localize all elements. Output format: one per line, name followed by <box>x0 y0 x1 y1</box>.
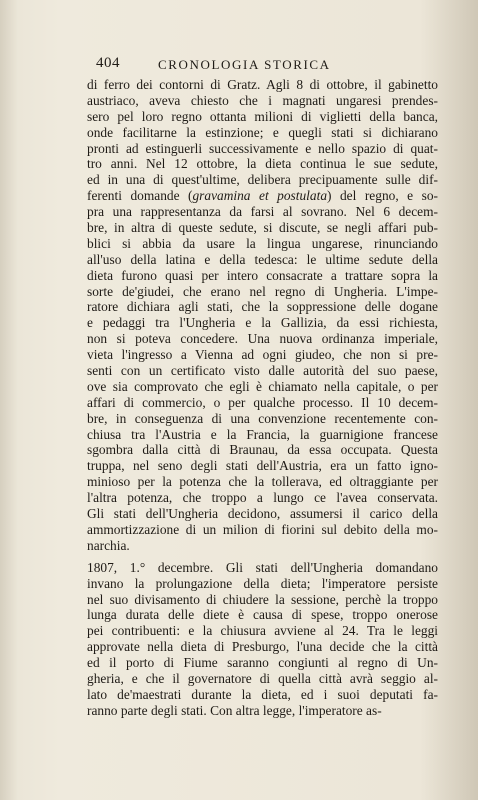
text-line: pei contribuenti: e la chiusura avviene al 24. Tra le leggi <box>87 623 438 639</box>
text-line: ratore dichiara agli stati, che la soppressione delle dogane <box>87 299 438 315</box>
text-line: ove sia comprovato che egli è chiamato nella capitale, o per <box>87 378 438 394</box>
running-head: CRONOLOGIA STORICA <box>158 57 331 72</box>
text-line: senti con un certificato visto dalle autorità del suo paese, <box>87 363 438 379</box>
text-line: e pedaggi tra l'Ungheria e la Gallizia, da essi richiesta, <box>87 315 438 331</box>
paragraph-2 <box>87 560 438 719</box>
text-line: ammortizzazione di un milion di fiorini sul debito della mo- <box>87 521 438 537</box>
text-line: chiusa tra l'Austria e la Francia, la guarnigione francese <box>87 426 438 442</box>
text-line: pra una rappresentanza da farsi al sovrano. Nel 6 decem- <box>87 204 438 220</box>
text-line: l'altra potenza, che troppo a lungo ce l'avea conservata. <box>87 490 438 506</box>
text-line: austriaco, aveva chiesto che i magnati ungaresi prendes- <box>87 92 438 108</box>
text-line: ranno parte degli stati. Con altra legge, l'imperatore as- <box>87 702 382 718</box>
text-line: truppa, nel seno degli stati dell'Austria, era un fatto igno- <box>87 458 438 474</box>
text-line: vieta l'ingresso a Vienna ad ogni giudeo, che non si pre- <box>87 347 438 363</box>
text-line: lato de'maestrati durante la dieta, ed i suoi deputati fa- <box>87 686 438 702</box>
text-line: ed in una di quest'ultime, delibera precipuamente sulle dif- <box>87 172 438 188</box>
text-line: all'uso della latina e della tedesca: le ultime sedute della <box>87 251 438 267</box>
page-header <box>96 55 436 77</box>
text-line: invano la prolungazione della dieta; l'imperatore persiste <box>87 575 438 591</box>
text-line: nel suo divisamento di chiudere la sessione, perchè la troppo <box>87 591 438 607</box>
text-line: bre, in altra di queste sedute, si discute, se negli affari pub- <box>87 220 438 236</box>
text-line: tro anni. Nel 12 ottobre, la dieta continua le sue sedute, <box>87 156 438 172</box>
text-line: approvate nella dieta di Presburgo, l'una decide che la città <box>87 639 438 655</box>
text-line: 1807, 1.° decembre. Gli stati dell'Ungheria domandano <box>87 559 438 575</box>
text-line: non si poteva concedere. Una nuova ordinanza imperiale, <box>87 331 438 347</box>
paragraph-1 <box>87 77 438 554</box>
latin-phrase: gravamina et postulata <box>192 188 328 204</box>
text-line: di ferro dei contorni di Gratz. Agli 8 di ottobre, il gabinetto <box>87 77 438 92</box>
text-line: ferenti domande (gravamina et postulata) del regno, e so- <box>87 188 438 204</box>
text-line: minioso per la potenza che la tollerava, ed oltraggiante per <box>87 474 438 490</box>
text-line: dieta furono quasi per intero consacrate a trattare sopra la <box>87 267 438 283</box>
text-line: lunga durata delle diete è causa di spese, troppo onerose <box>87 607 438 623</box>
text-line: pronti ad estinguerli successivamente e nello spazio di quat- <box>87 140 438 156</box>
text-line: blici si abbia da usare la lingua ungarese, rinunciando <box>87 235 438 251</box>
text-line: ed il porto di Fiume saranno congiunti al regno di Un- <box>87 655 438 671</box>
text-line: sorte de'giudei, che erano nel regno di Ungheria. L'impe- <box>87 283 438 299</box>
text-line: gheria, e che il governatore di quella città avrà seggio al- <box>87 670 438 686</box>
text-line: onde facilitarne la estinzione; e quegli stati si dichiarano <box>87 124 438 140</box>
text-line: affari di commercio, o per qualche processo. Il 10 decem- <box>87 394 438 410</box>
page-body <box>87 77 438 719</box>
text-line: bre, in conseguenza di una convenzione recentemente con- <box>87 410 438 426</box>
text-line: sero pel loro regno ottanta milioni di viglietti della banca, <box>87 108 438 124</box>
text-line: Gli stati dell'Ungheria decidono, assumersi il carico della <box>87 506 438 522</box>
text-line: sgombra dalla città di Braunau, da essa occupata. Questa <box>87 442 438 458</box>
text-line: narchia. <box>87 537 130 553</box>
page-number: 404 <box>96 55 120 71</box>
